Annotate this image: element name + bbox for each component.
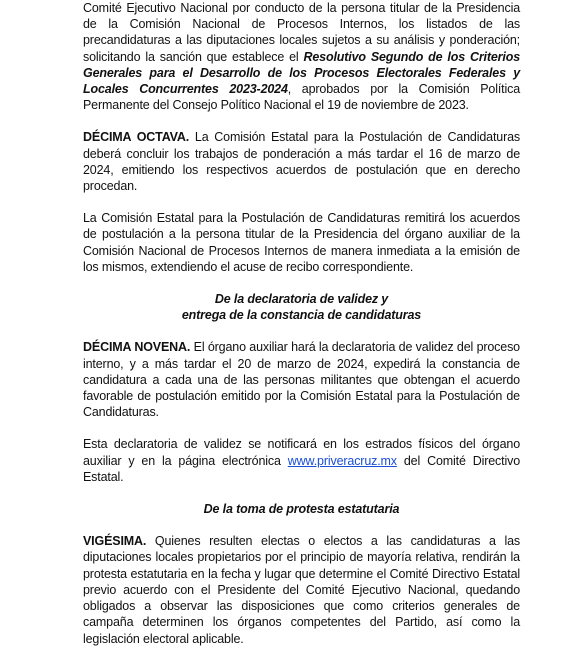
clause-vigesima <box>83 533 520 646</box>
paragraph-text: Esta declaratoria de validez se notificará en los estrados físicos del órgano auxiliar y en la página electrónica <box>83 437 520 468</box>
paragraph-notificacion <box>83 436 520 485</box>
resolutivo-title: Resolutivo Segundo de los Criterios Generales para el Desarrollo de los Procesos Electorales Federales y Locales Concurrentes 2023-2024 <box>83 49 520 97</box>
heading-line: De la toma de protesta estatutaria <box>203 502 400 517</box>
section-heading-protesta <box>83 501 520 517</box>
clause-text: Quienes resulten electas o electos a las candidaturas a las diputaciones locales propietarios por el principio de mayoría relativa, rendirán la protesta estatutaria en la fecha y lugar que determine el Comité Directivo Estatal previo acuerdo con el Presidente del Comité Ejecutivo Nacional, quedando obligados a observar las disposiciones que como criterios generales de campaña determinen los órganos competentes del Partido, así como la legislación electoral aplicable. <box>83 534 520 646</box>
clause-text: El órgano auxiliar hará la declaratoria de validez del proceso interno, y a más tardar el 20 de marzo de 2024, expedirá la constancia de candidatura a cada una de las personas militantes que obtengan el acuerdo favorable de postulación emitido por la Comisión Estatal para la Postulación de Candidaturas. <box>83 340 520 420</box>
clause-lead: VIGÉSIMA. <box>83 534 147 549</box>
paragraph-text: La Comisión Estatal para la Postulación de Candidaturas remitirá los acuerdos de postulación a la persona titular de la Presidencia del órgano auxiliar de la Comisión Nacional de Procesos Internos de manera inmediata a la emisión de los mismos, extendiendo el acuse de recibo correspondiente. <box>83 211 520 274</box>
heading-line: De la declaratoria de validez y <box>214 292 389 307</box>
heading-line: entrega de la constancia de candidaturas <box>181 308 422 323</box>
website-link[interactable]: www.priveracruz.mx <box>287 453 397 468</box>
paragraph-text: del Comité Directivo Estatal. <box>83 453 521 484</box>
document-page <box>83 0 520 647</box>
paragraph-text: , aprobados por la Comisión Política Permanente del Consejo Político Nacional el 19 de noviembre de 2023. <box>83 82 521 113</box>
clause-text: La Comisión Estatal para la Postulación de Candidaturas deberá concluir los trabajos de ponderación a más tardar el 16 de marzo de 2024, emitiendo los respectivos acuerdos de postulación que en derecho procedan. <box>83 130 520 194</box>
section-heading-declaratoria <box>83 291 520 323</box>
paragraph-remision <box>83 210 520 275</box>
paragraph-text: Comité Ejecutivo Nacional por conducto de la persona titular de la Presidencia de la Comisión Nacional de Procesos Internos, los listados de las precandidaturas a las diputaciones locales sujetos a su análisis y ponderación; solicitando la sanción que establece el <box>83 1 520 64</box>
paragraph-continuation <box>83 0 520 113</box>
clause-decima-octava <box>83 129 520 194</box>
clause-decima-novena <box>83 339 520 420</box>
clause-lead: DÉCIMA NOVENA. <box>83 340 191 355</box>
clause-lead: DÉCIMA OCTAVA. <box>83 130 190 145</box>
